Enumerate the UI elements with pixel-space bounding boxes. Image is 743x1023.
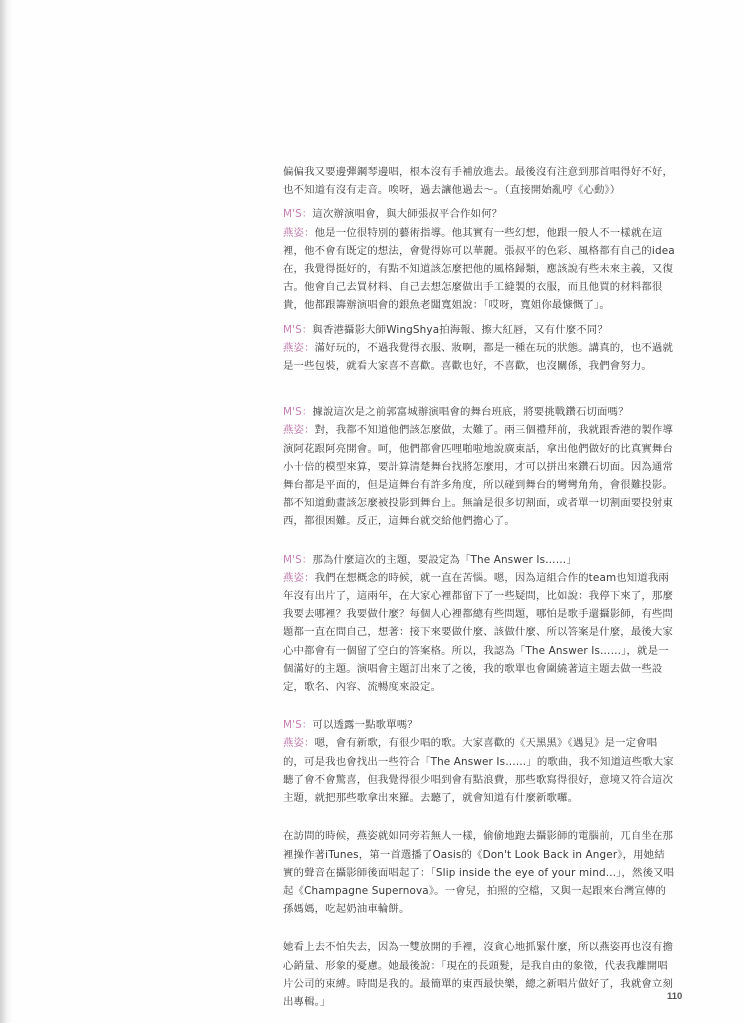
speaker-yanzi: 燕姿： [283,571,315,584]
answer-2 [283,339,675,375]
speaker-ms: M'S： [283,719,313,732]
answer-text: 嗯，會有新歌，有很少唱的歌。大家喜歡的《天黑黑》《遇見》是一定會唱的，可是我也會找出一些符合「The Answer Is……」的歌曲，我不知道這些歌大家聽了會不會驚喜，但我覺得很少唱到會有點浪費，那些歌寫得很好，意境又符合這次主題，就把那些歌拿出來羅。去聽了，就會知道有什麼新歌囉。 [283,737,674,805]
speaker-ms: M'S： [283,323,313,336]
narrative-paragraph-1: 在訪問的時候，燕姿就如同旁若無人一樣，偷偷地跑去攝影師的電腦前，兀自坐在那裡操作著iTunes，第一首選播了Oasis的《Don't Look Back in Anger》，用她結實的聲音在攝影師後面唱起了：「Slip inside the eye of your mind...」，然後又唱起《Champagne Supernova》。一會兒，拍照的空檔，又與一起跟來台灣宣傳的孫媽媽，吃起奶油車輪餅。 [283,830,675,916]
speaker-ms: M'S： [283,406,313,419]
speaker-yanzi: 燕姿： [283,341,315,354]
answer-text: 我們在想概念的時候，就一直在苦惱。嗯，因為這組合作的team也知道我兩年沒有出片了，這兩年，在大家心裡都留下了一些疑問，比如說：我停下來了，那麼我要去哪裡？我要做什麼？每個人心裡都總有些問題，哪怕是歌手還攝影師，有些問題都一直在問自己，想著：接下來要做什麼、該做什麼、所以答案是什麼，最後大家心中都會有一個留了空白的答案格。所以，我認為「The Answer Is……」，就是一個滿好的主題。演唱會主題訂出來了之後，我的歌單也會圍繞著這主題去做一些設定，歌名、內容、流暢度來設定。 [283,571,673,694]
speaker-yanzi: 燕姿： [283,226,315,239]
question-4 [283,551,675,569]
question-text: 這次辦演唱會，與大師張叔平合作如何？ [312,208,503,221]
intro-paragraph: 偏偏我又要邊彈鋼琴邊唱，根本沒有手補放進去。最後沒有注意到那首唱得好不好，也不知道有沒有走音。唉呀，過去讓他過去～。（直接開始亂哼《心動》） [283,166,673,197]
speaker-ms: M'S： [283,208,313,221]
speaker-yanzi: 燕姿： [283,737,315,750]
answer-5 [283,734,675,807]
page-number: 110 [667,991,683,1002]
question-3 [283,403,675,421]
answer-text: 他是一位很特別的藝術指導。他其實有一些幻想，他跟一般人不一樣就在這裡，他不會有既定的想法，會覺得妳可以華麗。張叔平的色彩、風格都有自己的idea在，我覺得挺好的，有點不知道該怎麼把他的風格歸類，應該說有些未來主義，又復古。他會自己去買材料、自己去想怎麼做出手工縫製的衣服，而且他買的材料都很貴，他都跟籌辦演唱會的銀魚老闆寬姐說：「哎呀，寬姐你最慷慨了」。 [283,226,675,312]
speaker-ms: M'S： [283,553,313,566]
question-2 [283,321,675,339]
question-text: 據說這次是之前郭富城辦演唱會的舞台班底，將要挑戰鑽石切面嗎？ [312,406,629,419]
question-1 [283,205,675,223]
narrative-paragraph-2: 她看上去不怕失去，因為一雙放開的手裡，沒貪心地抓緊什麼，所以燕姿再也沒有擔心銷量、形象的憂慮。她最後說：「現在的長頭髮，是我自由的象徵，代表我離開唱片公司的束縛。時間是我的。最簡單的東西最快樂，總之新唱片做好了，我就會立刻出專輯。」 [283,941,673,1008]
answer-4 [283,569,675,696]
answer-3 [283,421,675,530]
question-text: 可以透露一點歌單嗎？ [312,719,418,732]
answer-text: 滿好玩的，不過我覺得衣服、妝啊，都是一種在玩的狀態。講真的，也不過就是一些包裝，就看大家喜不喜歡。喜歡也好，不喜歡，也沒關係，我們會努力。 [283,341,674,373]
question-5 [283,716,675,734]
page-binding-shadow [0,0,12,1023]
answer-1 [283,224,675,315]
question-text: 那為什麼這次的主題，要設定為「The Answer Is……」 [312,553,577,566]
question-text: 與香港攝影大師WingShya拍海報、擦大紅唇，又有什麼不同？ [312,323,608,336]
speaker-yanzi: 燕姿： [283,424,315,437]
article-body [283,163,675,1011]
answer-text: 對，我都不知道他們該怎麼做，太難了。兩三個禮拜前，我就跟香港的製作導演阿花跟阿亮開會。呵，他們都會匹哩啪啦地說廣東話，拿出他們做好的比真實舞台小十倍的模型來算，要計算清楚舞台找將怎麼用，才可以拼出來鑽石切面。因為通常舞台都是平面的，但是這舞台有許多角度，所以碰到舞台的彎彎角角，會很難投影。都不知道動畫該怎麼被投影到舞台上。無論是很多切割面，或者單一切割面要投射東西，都很困難。反正，這舞台就交給他們擔心了。 [283,424,674,528]
